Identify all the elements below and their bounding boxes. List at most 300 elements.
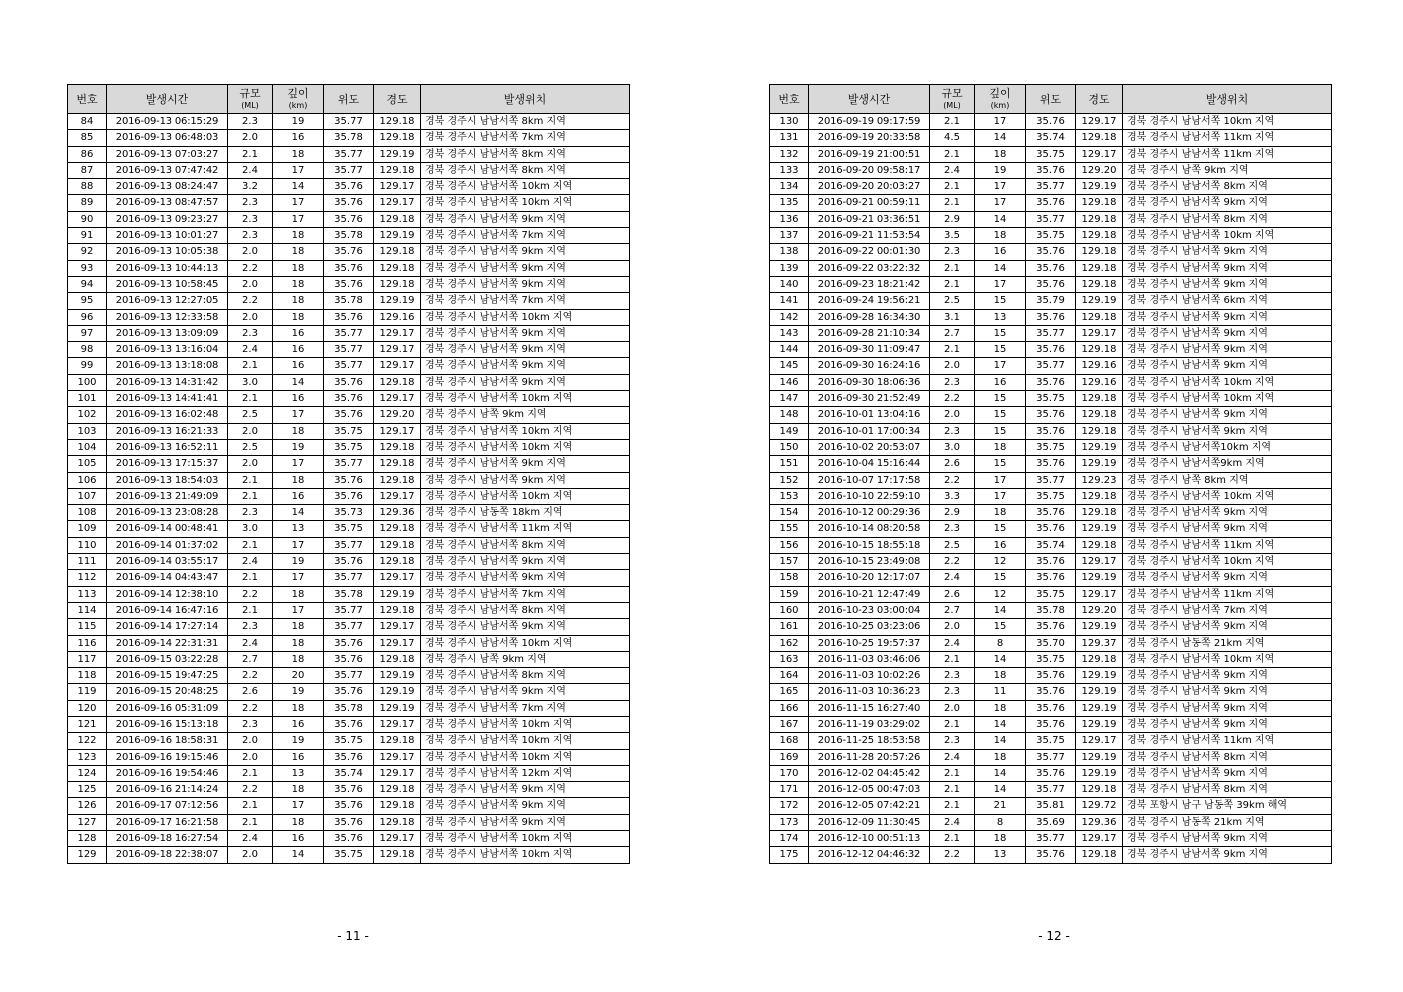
cell-time: 2016-12-12 04:46:32	[809, 847, 930, 863]
cell-latitude: 35.77	[324, 358, 374, 374]
cell-magnitude: 2.4	[228, 342, 273, 358]
cell-latitude: 35.76	[1026, 309, 1076, 325]
cell-longitude: 129.18	[374, 244, 421, 260]
cell-no: 150	[770, 439, 809, 455]
table-row	[770, 570, 1332, 586]
cell-time: 2016-12-10 00:51:13	[809, 831, 930, 847]
cell-magnitude: 2.3	[228, 716, 273, 732]
table-row	[68, 554, 630, 570]
cell-longitude: 129.18	[1076, 847, 1123, 863]
cell-location: 경북 경주시 남남서쪽 9km 지역	[1123, 716, 1332, 732]
cell-depth: 17	[273, 798, 324, 814]
cell-magnitude: 2.4	[930, 749, 975, 765]
cell-magnitude: 2.1	[228, 358, 273, 374]
table-row	[770, 342, 1332, 358]
cell-longitude: 129.19	[1076, 179, 1123, 195]
cell-magnitude: 2.1	[930, 765, 975, 781]
cell-location: 경북 경주시 남남서쪽 9km 지역	[1123, 309, 1332, 325]
cell-no: 85	[68, 130, 107, 146]
cell-longitude: 129.17	[1076, 586, 1123, 602]
table-row	[770, 700, 1332, 716]
cell-magnitude: 2.2	[930, 554, 975, 570]
cell-latitude: 35.75	[324, 439, 374, 455]
cell-location: 경북 경주시 남남서쪽 9km 지역	[1123, 342, 1332, 358]
cell-latitude: 35.76	[324, 374, 374, 390]
cell-longitude: 129.18	[1076, 276, 1123, 292]
cell-longitude: 129.18	[1076, 488, 1123, 504]
cell-latitude: 35.78	[324, 586, 374, 602]
cell-depth: 14	[975, 211, 1026, 227]
cell-depth: 15	[975, 342, 1026, 358]
cell-latitude: 35.76	[324, 309, 374, 325]
cell-latitude: 35.76	[324, 716, 374, 732]
cell-location: 경북 경주시 남남서쪽 9km 지역	[421, 782, 630, 798]
table-row	[770, 847, 1332, 863]
cell-depth: 18	[273, 146, 324, 162]
cell-time: 2016-09-28 21:10:34	[809, 325, 930, 341]
cell-time: 2016-09-16 18:58:31	[107, 733, 228, 749]
table-row	[68, 391, 630, 407]
cell-no: 122	[68, 733, 107, 749]
cell-no: 123	[68, 749, 107, 765]
cell-no: 84	[68, 114, 107, 130]
cell-time: 2016-12-02 04:45:42	[809, 765, 930, 781]
cell-latitude: 35.77	[324, 668, 374, 684]
cell-magnitude: 2.3	[228, 505, 273, 521]
cell-no: 152	[770, 472, 809, 488]
cell-depth: 15	[975, 521, 1026, 537]
cell-location: 경북 경주시 남남서쪽 9km 지역	[421, 374, 630, 390]
cell-location: 경북 경주시 남남서쪽 9km 지역	[1123, 505, 1332, 521]
cell-latitude: 35.76	[324, 472, 374, 488]
cell-time: 2016-09-18 16:27:54	[107, 831, 228, 847]
header-time: 발생시간	[107, 85, 228, 114]
header-magnitude-unit: (ML)	[943, 100, 961, 110]
table-row	[68, 602, 630, 618]
cell-no: 139	[770, 260, 809, 276]
cell-latitude: 35.76	[1026, 260, 1076, 276]
cell-longitude: 129.17	[374, 831, 421, 847]
cell-no: 158	[770, 570, 809, 586]
cell-no: 151	[770, 456, 809, 472]
cell-no: 154	[770, 505, 809, 521]
cell-no: 127	[68, 814, 107, 830]
cell-latitude: 35.75	[1026, 586, 1076, 602]
cell-latitude: 35.75	[1026, 391, 1076, 407]
cell-no: 143	[770, 325, 809, 341]
cell-longitude: 129.18	[1076, 228, 1123, 244]
table-row	[68, 276, 630, 292]
cell-no: 137	[770, 228, 809, 244]
cell-location: 경북 경주시 남남서쪽 9km 지역	[1123, 684, 1332, 700]
table-row	[770, 456, 1332, 472]
cell-location: 경북 경주시 남쪽 8km 지역	[1123, 472, 1332, 488]
cell-time: 2016-09-15 19:47:25	[107, 668, 228, 684]
table-row	[68, 456, 630, 472]
header-depth-label: 깊이	[287, 86, 309, 100]
cell-depth: 17	[273, 602, 324, 618]
cell-latitude: 35.76	[1026, 276, 1076, 292]
cell-longitude: 129.18	[1076, 309, 1123, 325]
cell-no: 136	[770, 211, 809, 227]
cell-no: 93	[68, 260, 107, 276]
cell-depth: 14	[975, 733, 1026, 749]
cell-no: 89	[68, 195, 107, 211]
cell-location: 경북 경주시 남남서쪽 9km 지역	[1123, 700, 1332, 716]
cell-longitude: 129.20	[374, 407, 421, 423]
table-row	[770, 211, 1332, 227]
cell-magnitude: 2.1	[228, 391, 273, 407]
cell-magnitude: 2.1	[930, 798, 975, 814]
cell-longitude: 129.17	[374, 391, 421, 407]
cell-no: 108	[68, 505, 107, 521]
cell-depth: 15	[975, 325, 1026, 341]
earthquake-table-right	[769, 84, 1332, 864]
cell-longitude: 129.19	[1076, 439, 1123, 455]
table-row	[770, 733, 1332, 749]
cell-longitude: 129.19	[1076, 716, 1123, 732]
cell-time: 2016-09-13 12:27:05	[107, 293, 228, 309]
cell-latitude: 35.77	[1026, 325, 1076, 341]
cell-depth: 18	[975, 228, 1026, 244]
cell-magnitude: 2.3	[930, 521, 975, 537]
cell-longitude: 129.18	[374, 798, 421, 814]
cell-no: 126	[68, 798, 107, 814]
cell-depth: 16	[273, 342, 324, 358]
cell-longitude: 129.18	[374, 814, 421, 830]
cell-longitude: 129.17	[374, 325, 421, 341]
cell-depth: 21	[975, 798, 1026, 814]
cell-no: 163	[770, 651, 809, 667]
table-row	[770, 619, 1332, 635]
cell-longitude: 129.18	[1076, 130, 1123, 146]
table-row	[68, 749, 630, 765]
cell-no: 94	[68, 276, 107, 292]
cell-location: 경북 경주시 남남서쪽 10km 지역	[421, 749, 630, 765]
table-row	[68, 619, 630, 635]
table-row	[770, 423, 1332, 439]
table-body-right	[770, 114, 1332, 864]
cell-latitude: 35.76	[1026, 162, 1076, 178]
cell-latitude: 35.75	[1026, 733, 1076, 749]
table-row	[770, 374, 1332, 390]
header-location: 발생위치	[421, 85, 630, 114]
cell-depth: 16	[273, 130, 324, 146]
cell-depth: 18	[273, 651, 324, 667]
cell-latitude: 35.75	[1026, 439, 1076, 455]
cell-longitude: 129.36	[374, 505, 421, 521]
cell-time: 2016-09-22 00:01:30	[809, 244, 930, 260]
cell-latitude: 35.76	[324, 814, 374, 830]
header-no: 번호	[770, 85, 809, 114]
cell-time: 2016-09-19 21:00:51	[809, 146, 930, 162]
cell-magnitude: 3.0	[930, 439, 975, 455]
cell-depth: 15	[975, 570, 1026, 586]
cell-magnitude: 2.2	[228, 293, 273, 309]
table-row	[68, 439, 630, 455]
cell-depth: 19	[273, 684, 324, 700]
cell-no: 103	[68, 423, 107, 439]
cell-no: 90	[68, 211, 107, 227]
cell-magnitude: 2.1	[930, 782, 975, 798]
cell-no: 170	[770, 765, 809, 781]
cell-latitude: 35.77	[324, 162, 374, 178]
cell-longitude: 129.18	[1076, 195, 1123, 211]
cell-location: 경북 경주시 남동쪽 18km 지역	[421, 505, 630, 521]
cell-magnitude: 2.2	[930, 391, 975, 407]
cell-latitude: 35.77	[324, 537, 374, 553]
cell-magnitude: 2.1	[228, 146, 273, 162]
cell-time: 2016-09-13 07:47:42	[107, 162, 228, 178]
cell-latitude: 35.76	[1026, 505, 1076, 521]
cell-location: 경북 경주시 남남서쪽 9km 지역	[421, 798, 630, 814]
cell-no: 91	[68, 228, 107, 244]
cell-latitude: 35.70	[1026, 635, 1076, 651]
cell-magnitude: 2.1	[228, 472, 273, 488]
cell-location: 경북 포항시 남구 남동쪽 39km 해역	[1123, 798, 1332, 814]
cell-no: 146	[770, 374, 809, 390]
table-row	[770, 814, 1332, 830]
table-row	[770, 276, 1332, 292]
cell-depth: 14	[273, 179, 324, 195]
cell-longitude: 129.17	[1076, 831, 1123, 847]
cell-location: 경북 경주시 남남서쪽 10km 지역	[421, 847, 630, 863]
cell-latitude: 35.76	[1026, 195, 1076, 211]
table-row	[68, 179, 630, 195]
cell-location: 경북 경주시 남동쪽 21km 지역	[1123, 635, 1332, 651]
cell-longitude: 129.17	[374, 765, 421, 781]
table-row	[770, 765, 1332, 781]
cell-no: 98	[68, 342, 107, 358]
cell-latitude: 35.77	[1026, 179, 1076, 195]
cell-magnitude: 2.1	[930, 195, 975, 211]
cell-time: 2016-09-16 19:54:46	[107, 765, 228, 781]
cell-depth: 12	[975, 586, 1026, 602]
table-row	[68, 505, 630, 521]
cell-longitude: 129.19	[1076, 619, 1123, 635]
cell-latitude: 35.76	[324, 749, 374, 765]
cell-longitude: 129.17	[374, 749, 421, 765]
table-row	[68, 635, 630, 651]
cell-longitude: 129.19	[374, 586, 421, 602]
cell-depth: 11	[975, 684, 1026, 700]
cell-time: 2016-09-21 00:59:11	[809, 195, 930, 211]
cell-magnitude: 2.7	[930, 325, 975, 341]
cell-depth: 20	[273, 668, 324, 684]
header-magnitude	[930, 85, 975, 114]
cell-latitude: 35.75	[324, 423, 374, 439]
cell-time: 2016-10-15 23:49:08	[809, 554, 930, 570]
cell-no: 131	[770, 130, 809, 146]
cell-depth: 16	[273, 391, 324, 407]
cell-latitude: 35.78	[324, 228, 374, 244]
cell-depth: 12	[975, 554, 1026, 570]
cell-magnitude: 2.3	[930, 423, 975, 439]
cell-time: 2016-09-17 16:21:58	[107, 814, 228, 830]
cell-longitude: 129.18	[1076, 423, 1123, 439]
table-row	[68, 407, 630, 423]
cell-location: 경북 경주시 남남서쪽 10km 지역	[1123, 488, 1332, 504]
cell-location: 경북 경주시 남남서쪽 8km 지역	[421, 602, 630, 618]
cell-time: 2016-09-13 08:47:57	[107, 195, 228, 211]
cell-longitude: 129.19	[1076, 521, 1123, 537]
cell-latitude: 35.77	[1026, 211, 1076, 227]
cell-magnitude: 2.3	[930, 684, 975, 700]
table-row	[68, 342, 630, 358]
cell-magnitude: 2.4	[228, 635, 273, 651]
cell-longitude: 129.19	[1076, 570, 1123, 586]
cell-depth: 14	[975, 716, 1026, 732]
cell-latitude: 35.76	[324, 635, 374, 651]
table-row	[770, 325, 1332, 341]
cell-magnitude: 2.0	[228, 847, 273, 863]
cell-latitude: 35.76	[324, 798, 374, 814]
header-depth-unit: (km)	[288, 100, 308, 110]
cell-depth: 18	[273, 700, 324, 716]
cell-time: 2016-10-14 08:20:58	[809, 521, 930, 537]
cell-no: 102	[68, 407, 107, 423]
cell-latitude: 35.75	[324, 847, 374, 863]
cell-no: 165	[770, 684, 809, 700]
cell-longitude: 129.20	[1076, 602, 1123, 618]
cell-depth: 19	[273, 554, 324, 570]
header-row	[770, 85, 1332, 114]
cell-magnitude: 2.1	[930, 342, 975, 358]
cell-longitude: 129.19	[374, 700, 421, 716]
cell-location: 경북 경주시 남남서쪽 11km 지역	[1123, 733, 1332, 749]
table-body-left	[68, 114, 630, 864]
table-row	[770, 244, 1332, 260]
table-row	[68, 570, 630, 586]
table-row	[68, 537, 630, 553]
cell-time: 2016-09-13 13:16:04	[107, 342, 228, 358]
cell-location: 경북 경주시 남남서쪽 8km 지역	[1123, 211, 1332, 227]
cell-longitude: 129.72	[1076, 798, 1123, 814]
cell-longitude: 129.18	[374, 162, 421, 178]
table-row	[770, 521, 1332, 537]
cell-longitude: 129.19	[1076, 668, 1123, 684]
cell-time: 2016-09-13 10:58:45	[107, 276, 228, 292]
cell-magnitude: 2.5	[228, 439, 273, 455]
cell-longitude: 129.23	[1076, 472, 1123, 488]
left-page	[67, 84, 630, 864]
cell-longitude: 129.18	[374, 260, 421, 276]
cell-latitude: 35.78	[1026, 602, 1076, 618]
cell-no: 134	[770, 179, 809, 195]
header-depth-label: 깊이	[989, 86, 1011, 100]
cell-latitude: 35.76	[324, 276, 374, 292]
table-row	[68, 211, 630, 227]
cell-depth: 18	[975, 831, 1026, 847]
cell-location: 경북 경주시 남남서쪽 10km 지역	[1123, 651, 1332, 667]
cell-time: 2016-11-25 18:53:58	[809, 733, 930, 749]
cell-magnitude: 2.1	[228, 602, 273, 618]
table-row	[68, 162, 630, 178]
cell-magnitude: 2.1	[930, 276, 975, 292]
cell-no: 161	[770, 619, 809, 635]
cell-magnitude: 2.4	[930, 635, 975, 651]
cell-longitude: 129.18	[1076, 537, 1123, 553]
cell-latitude: 35.77	[324, 456, 374, 472]
header-longitude: 경도	[1076, 85, 1123, 114]
table-row	[770, 554, 1332, 570]
cell-magnitude: 2.0	[228, 309, 273, 325]
cell-time: 2016-09-13 07:03:27	[107, 146, 228, 162]
cell-no: 130	[770, 114, 809, 130]
cell-longitude: 129.19	[374, 228, 421, 244]
cell-longitude: 129.18	[1076, 342, 1123, 358]
cell-longitude: 129.18	[374, 847, 421, 863]
cell-location: 경북 경주시 남남서쪽 10km 지역	[1123, 374, 1332, 390]
cell-no: 132	[770, 146, 809, 162]
table-row	[68, 765, 630, 781]
cell-latitude: 35.77	[1026, 472, 1076, 488]
table-row	[770, 358, 1332, 374]
table-row	[770, 146, 1332, 162]
cell-location: 경북 경주시 남남서쪽 9km 지역	[1123, 276, 1332, 292]
cell-no: 99	[68, 358, 107, 374]
cell-depth: 17	[975, 195, 1026, 211]
cell-magnitude: 3.3	[930, 488, 975, 504]
table-row	[68, 488, 630, 504]
cell-longitude: 129.17	[1076, 114, 1123, 130]
cell-location: 경북 경주시 남남서쪽 8km 지역	[421, 537, 630, 553]
table-row	[770, 407, 1332, 423]
cell-time: 2016-09-13 10:01:27	[107, 228, 228, 244]
cell-time: 2016-09-21 03:36:51	[809, 211, 930, 227]
cell-no: 167	[770, 716, 809, 732]
cell-time: 2016-09-30 11:09:47	[809, 342, 930, 358]
cell-time: 2016-10-10 22:59:10	[809, 488, 930, 504]
table-row	[68, 146, 630, 162]
cell-latitude: 35.78	[324, 293, 374, 309]
cell-location: 경북 경주시 남남서쪽 9km 지역	[1123, 668, 1332, 684]
cell-magnitude: 2.5	[930, 537, 975, 553]
cell-longitude: 129.17	[374, 195, 421, 211]
cell-time: 2016-09-30 16:24:16	[809, 358, 930, 374]
cell-latitude: 35.76	[324, 211, 374, 227]
cell-latitude: 35.76	[324, 651, 374, 667]
table-row	[68, 668, 630, 684]
cell-latitude: 35.79	[1026, 293, 1076, 309]
cell-time: 2016-11-15 16:27:40	[809, 700, 930, 716]
cell-time: 2016-11-19 03:29:02	[809, 716, 930, 732]
header-longitude: 경도	[374, 85, 421, 114]
cell-no: 159	[770, 586, 809, 602]
cell-latitude: 35.76	[1026, 342, 1076, 358]
cell-time: 2016-10-04 15:16:44	[809, 456, 930, 472]
table-row	[770, 439, 1332, 455]
cell-latitude: 35.77	[1026, 782, 1076, 798]
cell-time: 2016-11-28 20:57:26	[809, 749, 930, 765]
cell-magnitude: 2.0	[228, 733, 273, 749]
cell-longitude: 129.20	[1076, 162, 1123, 178]
cell-depth: 18	[975, 749, 1026, 765]
header-magnitude-label: 규모	[239, 86, 261, 100]
cell-latitude: 35.74	[324, 765, 374, 781]
cell-latitude: 35.75	[324, 733, 374, 749]
table-row	[68, 684, 630, 700]
cell-time: 2016-09-15 03:22:28	[107, 651, 228, 667]
cell-longitude: 129.18	[1076, 651, 1123, 667]
cell-no: 87	[68, 162, 107, 178]
cell-depth: 15	[975, 423, 1026, 439]
cell-no: 148	[770, 407, 809, 423]
cell-location: 경북 경주시 남남서쪽 8km 지역	[421, 114, 630, 130]
cell-latitude: 35.76	[1026, 374, 1076, 390]
cell-location: 경북 경주시 남남서쪽 9km 지역	[1123, 325, 1332, 341]
cell-time: 2016-09-13 18:54:03	[107, 472, 228, 488]
